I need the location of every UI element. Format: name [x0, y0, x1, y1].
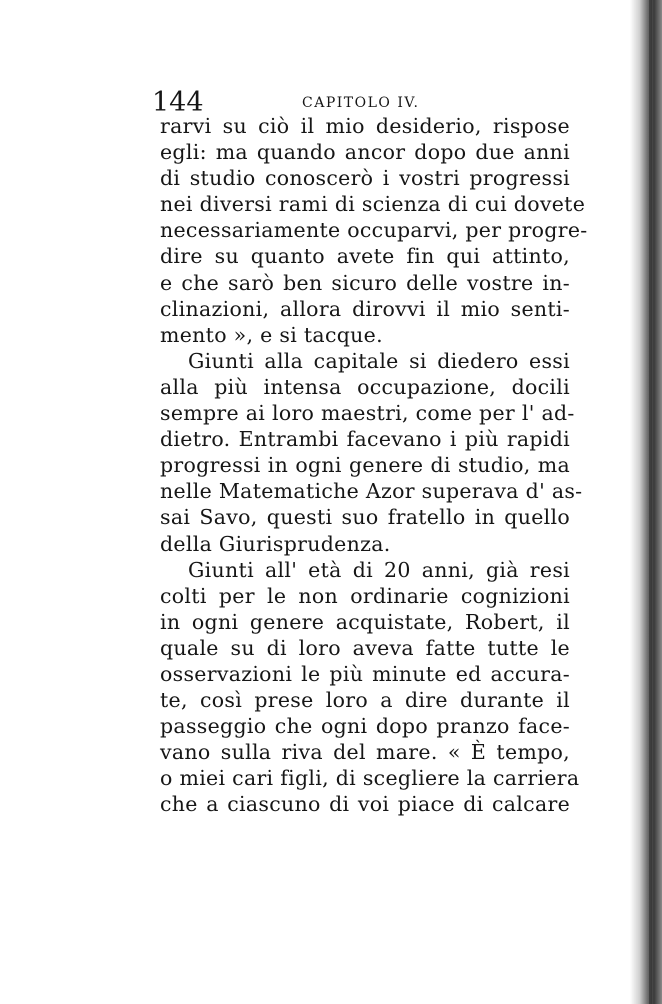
text-line: dietro. Entrambi facevano i più rapidi	[160, 427, 570, 452]
text-line: necessariamente occuparvi, per progre-	[160, 218, 588, 243]
paragraph-start-line: Giunti all' età di 20 anni, già resi	[188, 557, 570, 582]
text-line: progressi in ogni genere di studio, ma	[160, 453, 570, 478]
text-line: di studio conoscerò i vostri progressi	[160, 166, 570, 191]
paragraph-start-line: Giunti alla capitale si diedero essi	[188, 348, 570, 373]
page-edge-shadow	[630, 0, 662, 1004]
text-line: nei diversi rami di scienza di cui dovete	[160, 192, 586, 217]
text-line: passeggio che ogni dopo pranzo face-	[160, 714, 570, 739]
text-line: e che sarò ben sicuro delle vostre in-	[160, 270, 570, 295]
text-line: osservazioni le più minute ed accura-	[160, 661, 570, 686]
text-line: alla più intensa occupazione, docili	[160, 374, 570, 399]
text-line: vano sulla riva del mare. « È tempo,	[160, 740, 570, 765]
text-line: sai Savo, questi suo fratello in quello	[160, 505, 570, 530]
text-line: te, così prese loro a dire durante il	[160, 688, 570, 713]
paragraph-end-line: della Giurisprudenza.	[160, 531, 391, 556]
text-line: sempre ai loro maestri, come per l' ad-	[160, 401, 575, 426]
text-line: clinazioni, allora dirovvi il mio senti-	[160, 296, 570, 321]
chapter-title: CAPITOLO IV.	[302, 95, 420, 111]
text-line: o miei cari figli, di scegliere la carriera	[160, 766, 580, 791]
page-edge-line	[649, 0, 652, 1004]
body-text	[160, 113, 588, 818]
text-line: rarvi su ciò il mio desiderio, rispose	[160, 114, 570, 138]
text-line: dire su quanto avete fin qui attinto,	[160, 244, 570, 269]
text-line: colti per le non ordinarie cognizioni	[160, 583, 570, 608]
text-line: egli: ma quando ancor dopo due anni	[160, 140, 570, 165]
page-number: 144	[152, 87, 204, 118]
text-line: che a ciascuno di voi piace di calcare	[160, 792, 570, 817]
text-line: quale su di loro aveva fatte tutte le	[160, 635, 570, 660]
paragraph-end-line: mento », e si tacque.	[160, 322, 383, 347]
text-line: nelle Matematiche Azor superava d' as-	[160, 479, 583, 504]
text-line: in ogni genere acquistate, Robert, il	[160, 609, 570, 634]
